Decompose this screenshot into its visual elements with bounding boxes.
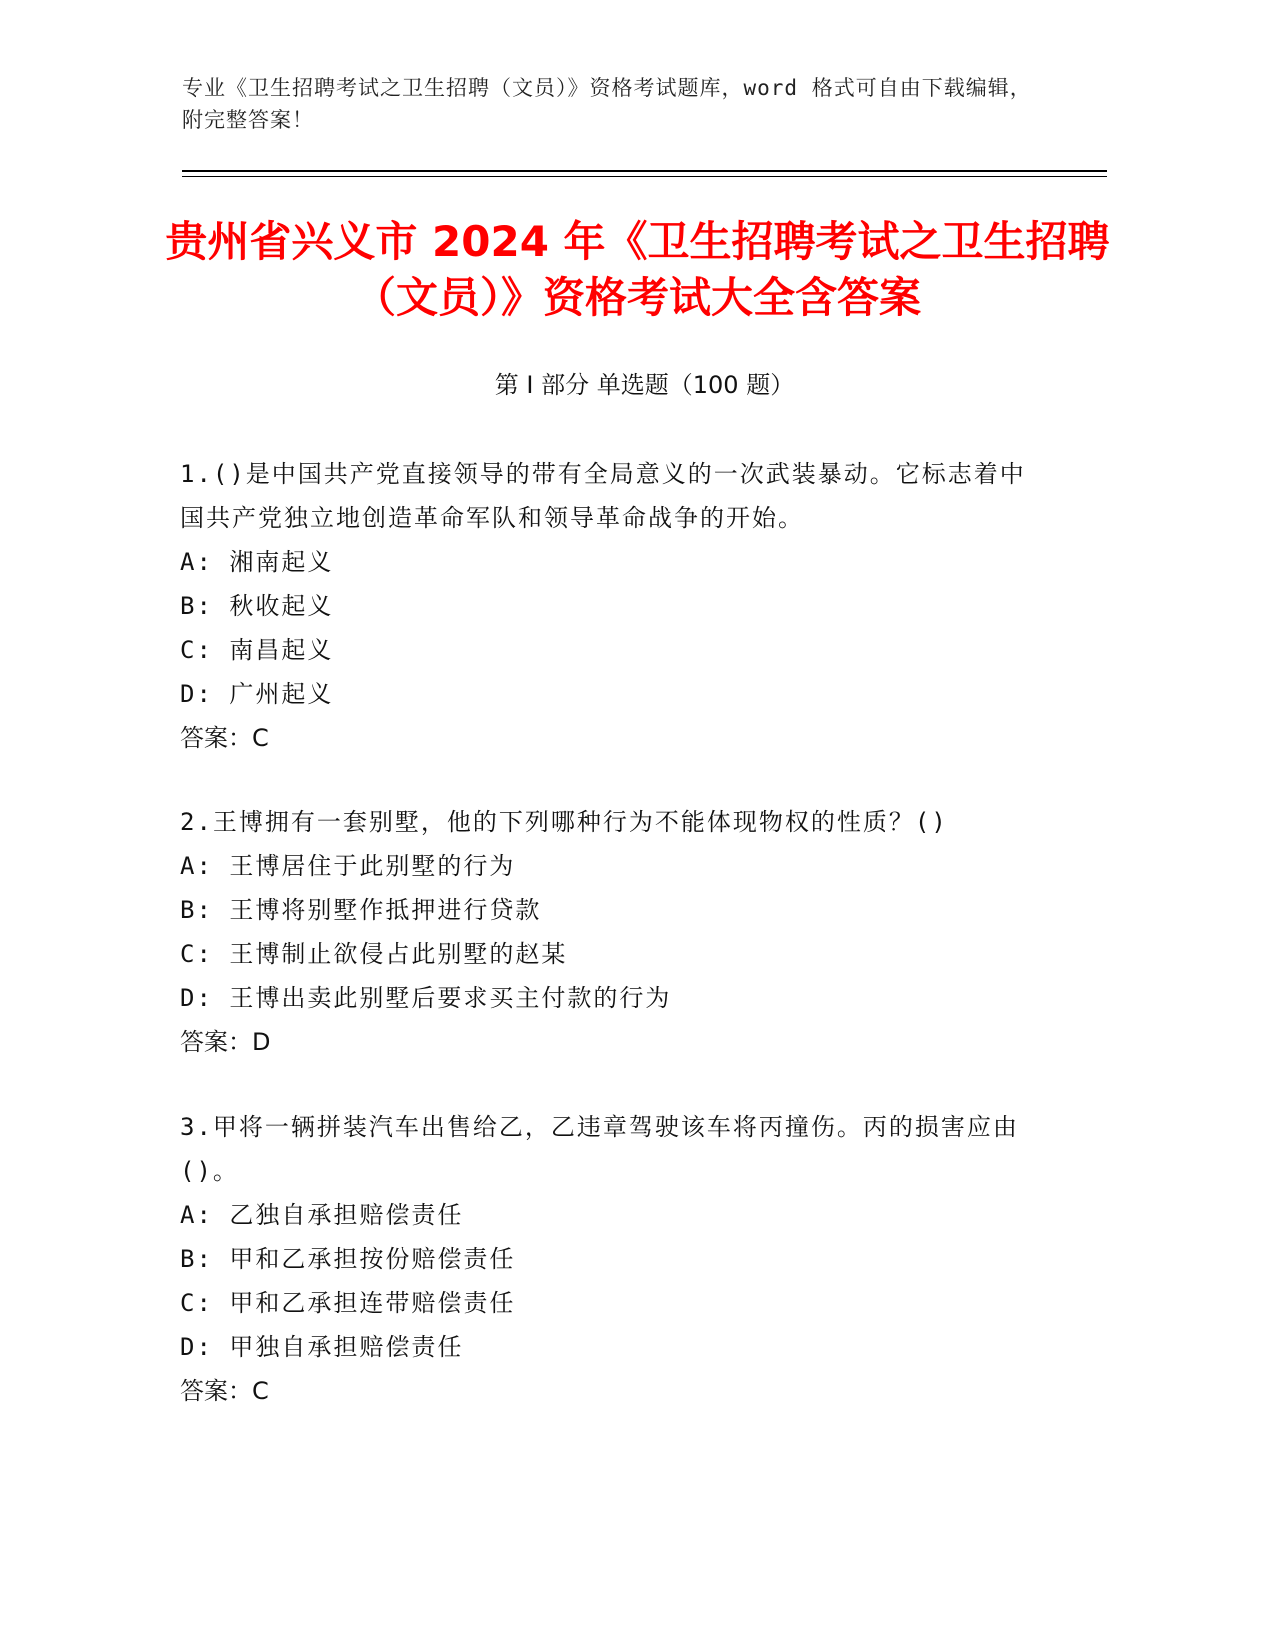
- option-d: D: 王博出卖此别墅后要求买主付款的行为: [180, 984, 672, 1012]
- option-a: A: 乙独自承担赔偿责任: [180, 1201, 464, 1229]
- section-title: 第 I 部分 单选题（100 题）: [494, 371, 795, 399]
- question-2: [180, 800, 1040, 1064]
- question-stem: 1.()是中国共产党直接领导的带有全局意义的一次武装暴动。它标志着中国共产党独立地创造革命军队和领导革命战争的开始。: [180, 460, 1026, 532]
- answer: 答案：C: [180, 1377, 269, 1405]
- header-note: 专业《卫生招聘考试之卫生招聘（文员）》资格考试题库，word 格式可自由下载编辑，附完整答案！: [182, 76, 1032, 132]
- option-c: C: 王博制止欲侵占此别墅的赵某: [180, 940, 568, 968]
- option-b: B: 秋收起义: [180, 592, 334, 620]
- option-a: A: 王博居住于此别墅的行为: [180, 852, 516, 880]
- question-1: [180, 452, 1040, 760]
- option-c: C: 南昌起义: [180, 636, 334, 664]
- option-b: B: 王博将别墅作抵押进行贷款: [180, 896, 542, 924]
- answer: 答案：D: [180, 1028, 271, 1056]
- option-d: D: 甲独自承担赔偿责任: [180, 1333, 464, 1361]
- option-a: A: 湘南起义: [180, 548, 334, 576]
- question-stem: 3.甲将一辆拼装汽车出售给乙，乙违章驾驶该车将丙撞伤。丙的损害应由()。: [180, 1113, 1019, 1185]
- answer: 答案：C: [180, 724, 269, 752]
- header-divider-thick: [182, 170, 1107, 172]
- option-b: B: 甲和乙承担按份赔偿责任: [180, 1245, 516, 1273]
- header-divider-thin: [182, 176, 1107, 177]
- option-d: D: 广州起义: [180, 680, 334, 708]
- question-3: [180, 1105, 1040, 1413]
- question-stem: 2.王博拥有一套别墅，他的下列哪种行为不能体现物权的性质？(): [180, 808, 948, 836]
- option-c: C: 甲和乙承担连带赔偿责任: [180, 1289, 516, 1317]
- document-title: 贵州省兴义市 2024 年《卫生招聘考试之卫生招聘（文员）》资格考试大全含答案: [165, 217, 1110, 322]
